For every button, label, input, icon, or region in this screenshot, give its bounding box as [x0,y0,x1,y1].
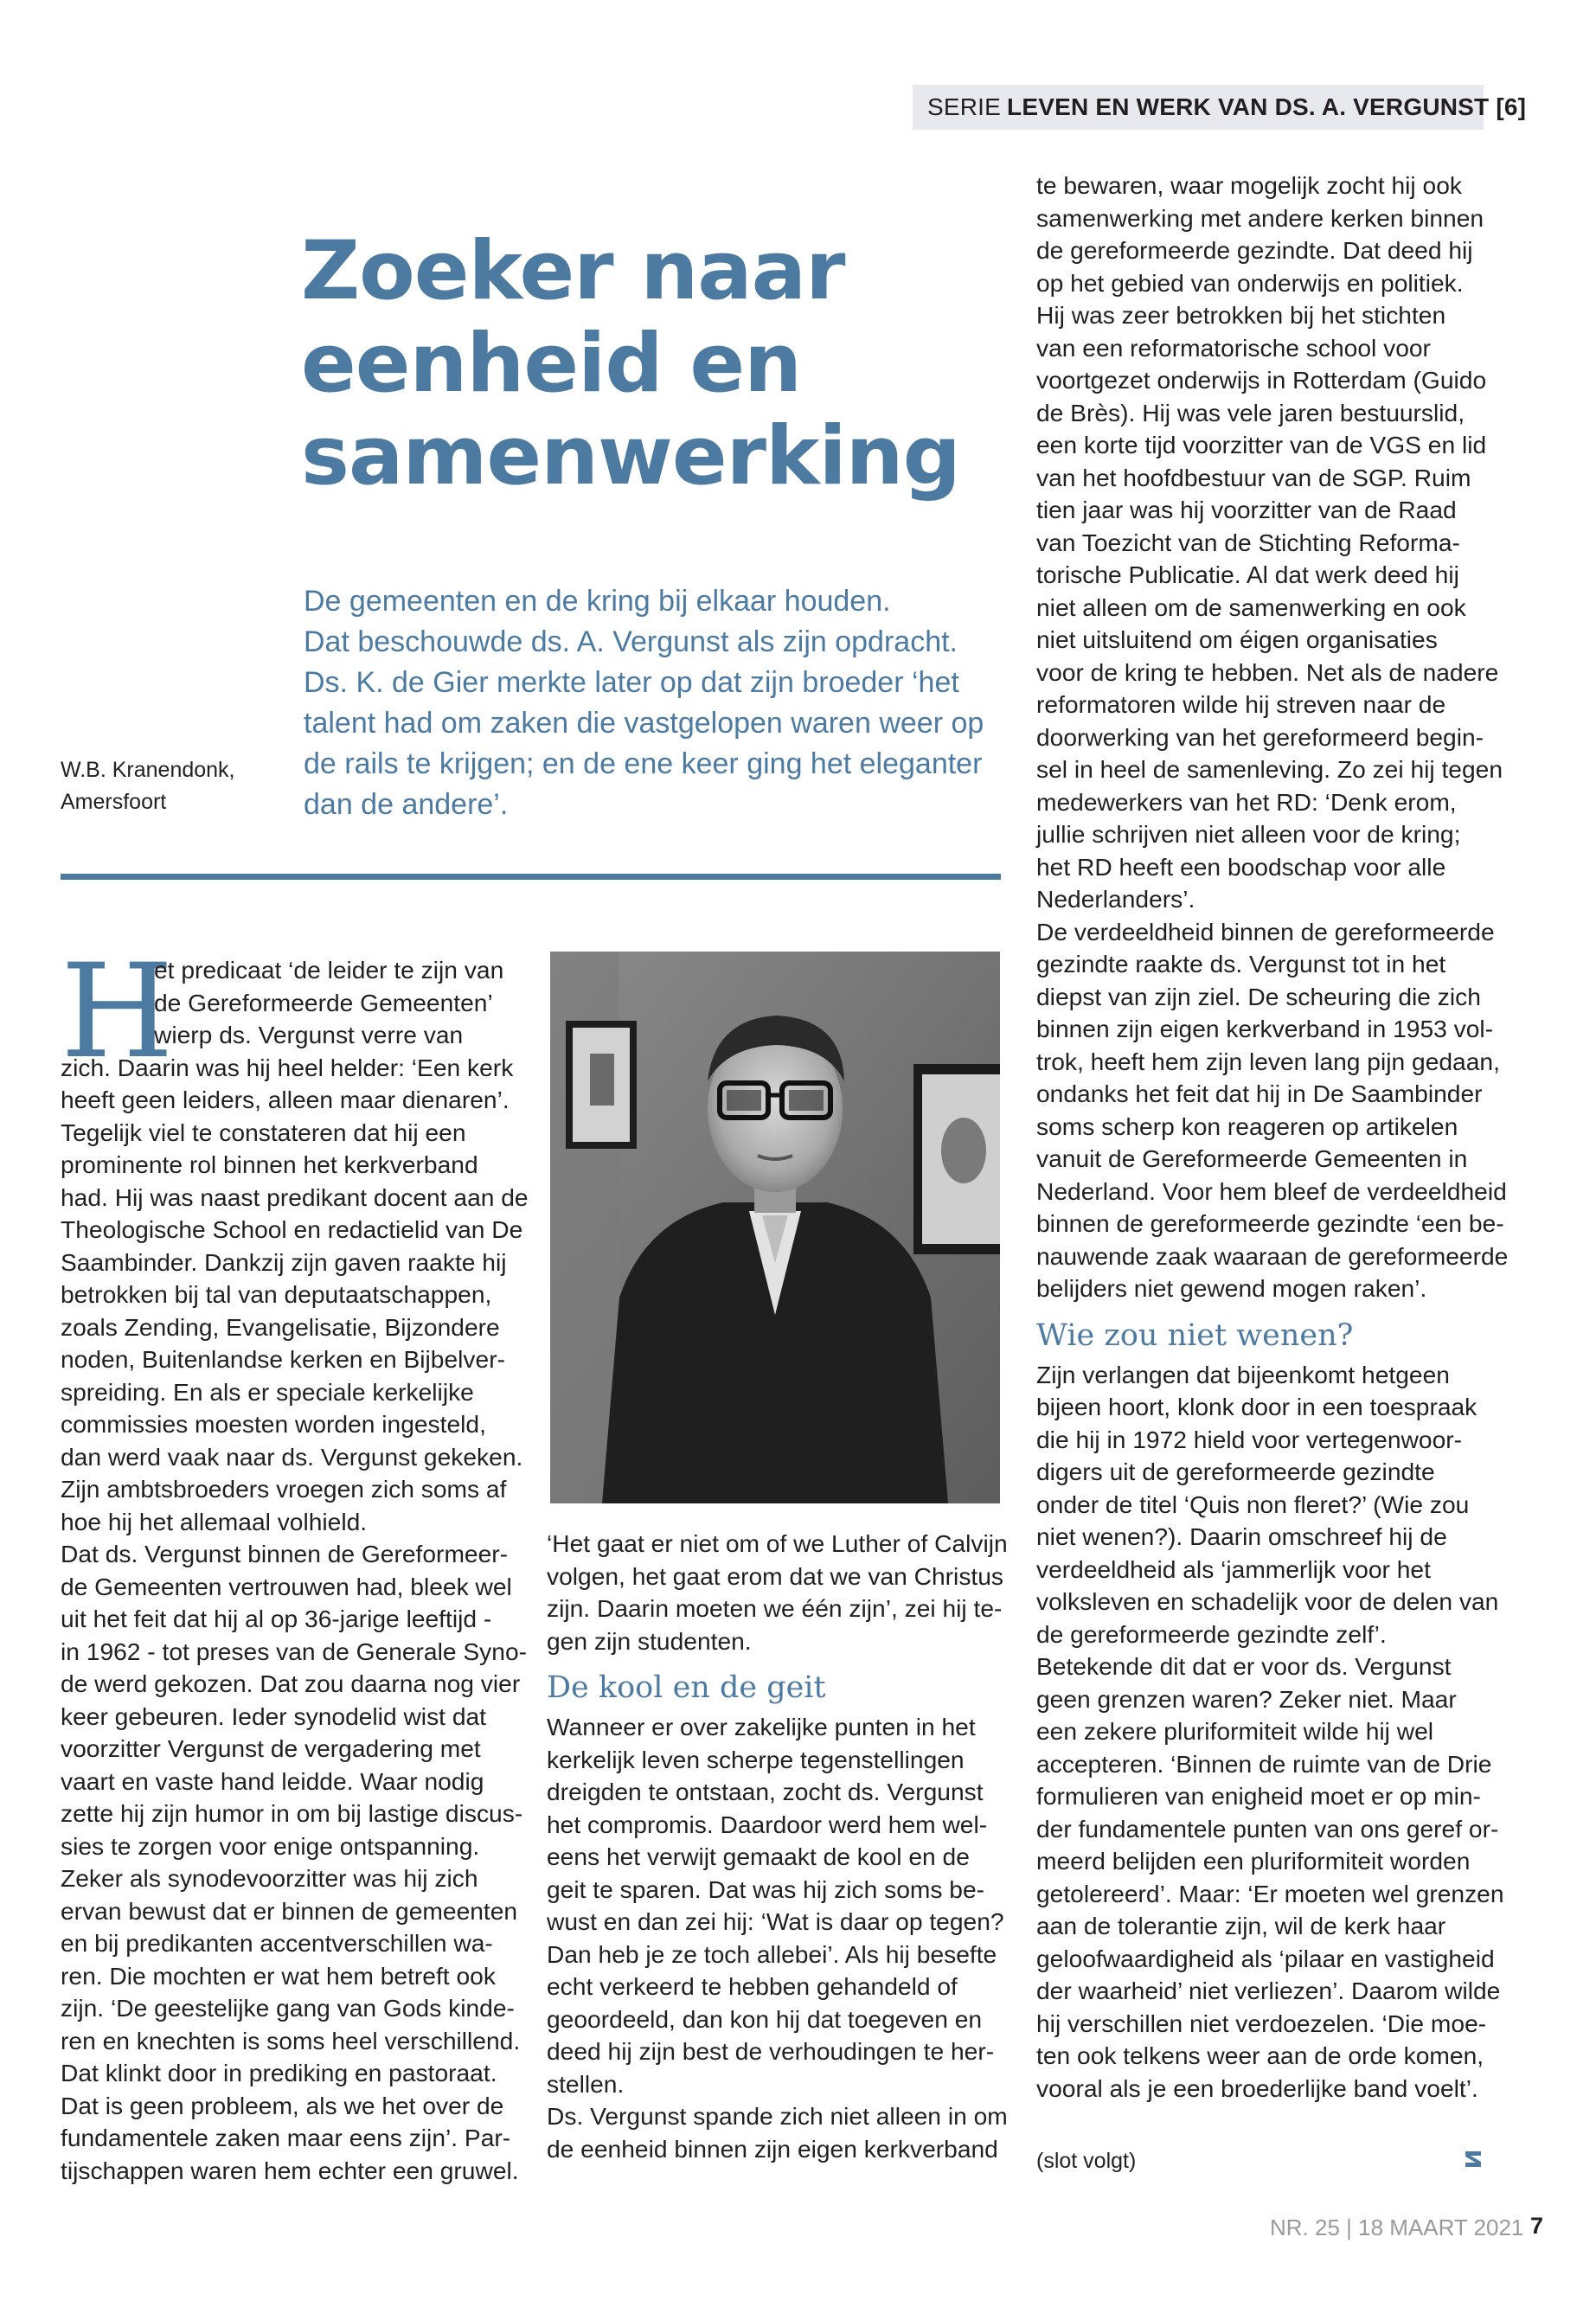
text-line: ervan bewust dat er binnen de gemeenten [61,1896,518,1925]
text-line: betrokken bij tal van deputaatschappen, [61,1280,492,1308]
text-line: hoe hij het allemaal volhield. [61,1507,368,1535]
text-line: zich. Daarin was hij heel helder: ‘Een kerk [61,1053,514,1081]
text-line: de gereformeerde gezindte. Dat deed hij [1036,236,1473,264]
text-line: echt verkeerd te hebben gehandeld of [547,1972,958,2000]
text-line: niet alleen om de samenwerking en ook [1036,593,1466,621]
text-line: van een reformatorische school voor [1036,333,1431,362]
text-line: de Gemeenten vertrouwen had, bleek wel [61,1572,512,1600]
text-line: eens het verwijt gemaakt de kool en de [547,1843,970,1870]
text-line: zijn. ‘De geestelijke gang van Gods kinde- [61,1994,515,2022]
text-line: Dat klinkt door in prediking en pastoraat. [61,2059,497,2086]
text-line: binnen de gereformeerde gezindte ‘een be- [1036,1209,1504,1237]
text-line: vaart en vaste hand leidde. Waar nodig [61,1766,484,1795]
text-line: Zijn verlangen dat bijeenkomt hetgeen [1036,1360,1450,1388]
text-line: zette hij zijn humor in om bij lastige discus- [61,1799,523,1827]
continued-note: (slot volgt) [1036,2149,1137,2173]
text-line: verdeeldheid als ‘jammerlijk voor het [1036,1554,1431,1583]
lead-line: Dat beschouwde ds. A. Vergunst als zijn opdracht. [304,625,958,658]
text-line: geen grenzen waren? Zeker niet. Maar [1036,1684,1457,1713]
lead-paragraph [304,581,996,825]
text-line: doorwerking van het gereformeerd begin- [1036,722,1484,751]
text-line: de Brès). Hij was vele jaren bestuurslid, [1036,398,1465,426]
article-column-2 [547,1528,1008,2165]
text-line: de werd gekozen. Dat zou daarna nog vier [61,1670,521,1697]
lead-line: talent had om zaken die vastgelopen waren weer op [304,707,984,740]
text-line: meerd belijden een pluriformiteit worden [1036,1847,1471,1875]
text-line: volgen, het gaat erom dat we van Christus [547,1561,1004,1590]
divider-rule [61,874,1001,880]
text-line: had. Hij was naast predikant docent aan de [61,1183,529,1211]
text-line: Zijn ambtsbroeders vroegen zich soms af [61,1475,507,1503]
text-line: het compromis. Daardoor werd hem wel- [547,1810,988,1838]
text-line: ren. Die mochten er wat hem betreft ook [61,1961,496,1990]
text-line: en bij predikanten accentverschillen wa- [61,1929,493,1957]
text-line: Nederland. Voor hem bleef de verdeeldheid [1036,1176,1507,1205]
text-line: Wanneer er over zakelijke punten in het [547,1713,976,1740]
text-line: medewerkers van het RD: ‘Denk erom, [1036,787,1457,816]
drop-cap: H [61,937,174,1087]
text-line: ten ook telkens weer aan de orde komen, [1036,2041,1484,2069]
text-line: vanuit de Gereformeerde Gemeenten in [1036,1144,1468,1172]
text-line: nauwende zaak waaraan de gereformeerde [1036,1241,1509,1270]
issue-footer: NR. 25 | 18 MAART 2021 [1270,2214,1524,2240]
text-line: soms scherp kon reageren op artikelen [1036,1112,1458,1140]
text-line: Dat ds. Vergunst binnen de Gereformeer- [61,1540,509,1567]
text-line: Saambinder. Dankzij zijn gaven raakte hij [61,1247,507,1276]
text-line: trok, heeft hem zijn leven lang pijn gedaan, [1036,1047,1500,1075]
magazine-logo-icon [1462,2148,1484,2170]
text-line: gen zijn studenten. [547,1626,752,1655]
portrait-photo [550,952,1000,1503]
text-line: te bewaren, waar mogelijk zocht hij ook [1036,171,1462,199]
lead-line: De gemeenten en de kring bij elkaar houden. [304,585,891,618]
text-line: der waarheid’ niet verliezen’. Daarom wilde [1036,1977,1501,2004]
text-line: Theologische School en redactielid van De [61,1215,523,1243]
text-line: die hij in 1972 hield voor vertegenwoor- [1036,1425,1463,1453]
headline-line: samenwerking [301,409,960,503]
text-line: Tegelijk viel te constateren dat hij een [61,1118,466,1146]
text-line: commissies moesten worden ingesteld, [61,1410,486,1438]
text-line: gezindte raakte ds. Vergunst tot in het [1036,950,1446,977]
text-line: samenwerking met andere kerken binnen [1036,203,1484,232]
text-line: dreigden te ontstaan, zocht ds. Vergunst [547,1778,984,1805]
text-line: jullie schrijven niet alleen voor de kring; [1036,820,1461,848]
text-line: van het hoofdbestuur van de SGP. Ruim [1036,463,1471,491]
text-line: noden, Buitenlandse kerken en Bijbelver- [61,1345,505,1373]
series-prefix: SERIE [927,93,1002,120]
text-line: onder de titel ‘Quis non fleret?’ (Wie zou [1036,1490,1470,1518]
text-line: het RD heeft een boodschap voor alle [1036,852,1446,881]
text-line: de Gereformeerde Gemeenten’ [154,988,493,1016]
text-line: spreiding. En als er speciale kerkelijke [61,1377,474,1406]
text-line: diepst van zijn ziel. De scheuring die zich [1036,982,1481,1010]
text-line: sies te zorgen voor enige ontspanning. [61,1831,480,1860]
text-line: Hij was zeer betrokken bij het stichten [1036,301,1446,329]
headline-line: eenheid en [301,317,802,411]
text-line: deed hij zijn best de verhoudingen te her- [547,2037,995,2065]
text-line: vooral als je een broederlijke band voelt’. [1036,2073,1478,2102]
text-line: fundamentele zaken maar eens zijn’. Par- [61,2124,511,2151]
text-line: een korte tijd voorzitter van de VGS en lid [1036,431,1487,458]
text-line: voorzitter Vergunst de vergadering met [61,1734,481,1762]
page-number: 7 [1530,2213,1544,2239]
text-line: zijn. Daarin moeten we één zijn’, zei hij te- [547,1594,1003,1622]
text-line: stellen. [547,2069,625,2098]
text-line: de eenheid binnen zijn eigen kerkverband [547,2134,998,2163]
text-line: kerkelijk leven scherpe tegenstellingen [547,1745,965,1773]
text-line: tien jaar was hij voorzitter van de Raad [1036,496,1457,523]
text-line: niet wenen?). Daarin omschreef hij de [1036,1522,1447,1550]
lead-line: dan de andere’. [304,788,509,821]
text-line: formulieren van enigheid moet er op min- [1036,1782,1481,1810]
text-line: keer gebeuren. Ieder synodelid wist dat [61,1702,487,1730]
text-line: digers uit de gereformeerde gezindte [1036,1458,1435,1485]
section-subheading: Wie zou niet wenen? [1036,1317,1354,1353]
text-line: der fundamentele punten van ons geref or- [1036,1814,1499,1843]
text-line: Dan heb je ze toch allebei’. Als hij besefte [547,1939,997,1968]
text-line: wust en dan zei hij: ‘Wat is daar op tegen? [547,1907,1004,1935]
text-line: et predicaat ‘de leider te zijn van [154,956,504,984]
article-column-3 [1036,170,1509,2105]
article-column-1 [61,954,529,2187]
text-line: geloofwaardigheid als ‘pilaar en vastigheid [1036,1944,1495,1972]
text-line: Nederlanders’. [1036,885,1195,913]
text-line: hij verschillen niet verdoezelen. ‘Die moe- [1036,2009,1487,2037]
lead-line: de rails te krijgen; en de ene keer ging het eleganter [304,747,983,780]
text-line: bijeen hoort, klonk door in een toespraak [1036,1393,1477,1420]
section-subheading: De kool en de geit [547,1670,826,1705]
author-byline [61,754,235,818]
text-line: geit te sparen. Dat was hij zich soms be- [547,1875,985,1903]
text-line: sel in heel de samenleving. Zo zei hij tegen [1036,755,1503,783]
text-line: ren en knechten is soms heel verschillend. [61,2026,521,2054]
text-line: voortgezet onderwijs in Rotterdam (Guido [1036,366,1487,394]
lead-line: Ds. K. de Gier merkte later op dat zijn broeder ‘het [304,666,959,699]
text-line: getolereerd’. Maar: ‘Er moeten wel grenzen [1036,1879,1504,1907]
author-location: Amersfoort [61,790,167,814]
text-line: tijschappen waren hem echter een gruwel. [61,2156,519,2184]
text-line: uit het feit dat hij al op 36-jarige leeftijd - [61,1605,492,1632]
author-name: W.B. Kranendonk, [61,758,235,782]
text-line: op het gebied van onderwijs en politiek. [1036,268,1464,297]
text-line: geoordeeld, dan kon hij dat toegeven en [547,2004,983,2033]
text-line: in 1962 - tot preses van de Generale Syno- [61,1637,528,1665]
text-line: wierp ds. Vergunst verre van [154,1021,464,1048]
text-line: reformatoren wilde hij streven naar de [1036,690,1446,718]
text-line: belijders niet gewend mogen raken’. [1036,1274,1427,1302]
text-line: dan werd vaak naar ds. Vergunst gekeken. [61,1442,523,1471]
text-line: Zeker als synodevoorzitter was hij zich [61,1864,478,1892]
text-line: binnen zijn eigen kerkverband in 1953 vol- [1036,1015,1494,1042]
text-line: accepteren. ‘Binnen de ruimte van de Drie [1036,1749,1492,1778]
text-line: ondanks het feit dat hij in De Saambinder [1036,1080,1483,1107]
text-line: volksleven en schadelijk voor de delen van [1036,1587,1499,1615]
headline-line: Zoeker naar [301,224,845,318]
text-line: Ds. Vergunst spande zich niet alleen in om [547,2102,1008,2130]
text-line: niet uitsluitend om éigen organisaties [1036,625,1438,653]
text-line: voor de kring te hebben. Net als de nadere [1036,657,1499,686]
series-tag [913,85,1527,130]
text-line: zoals Zending, Evangelisatie, Bijzondere [61,1312,500,1341]
text-line: een zekere pluriformiteit wilde hij wel [1036,1717,1434,1745]
text-line: de gereformeerde gezindte zelf’. [1036,1619,1387,1648]
text-line: Dat is geen probleem, als we het over de [61,2091,504,2119]
text-line: De verdeeldheid binnen de gereformeerde [1036,917,1495,945]
text-line: heeft geen leiders, alleen maar dienaren’. [61,1086,510,1113]
text-line: ‘Het gaat er niet om of we Luther of Calvijn [547,1529,1008,1557]
headline [301,225,958,503]
series-title: LEVEN EN WERK VAN DS. A. VERGUNST [6] [1007,93,1527,120]
text-line: aan de tolerantie zijn, wil de kerk haar [1036,1912,1446,1939]
text-line: prominente rol binnen het kerkverband [61,1150,478,1178]
text-line: torische Publicatie. Al dat werk deed hij [1036,561,1459,588]
text-line: van Toezicht van de Stichting Reforma- [1036,528,1460,556]
text-line: Betekende dit dat er voor ds. Vergunst [1036,1652,1452,1680]
